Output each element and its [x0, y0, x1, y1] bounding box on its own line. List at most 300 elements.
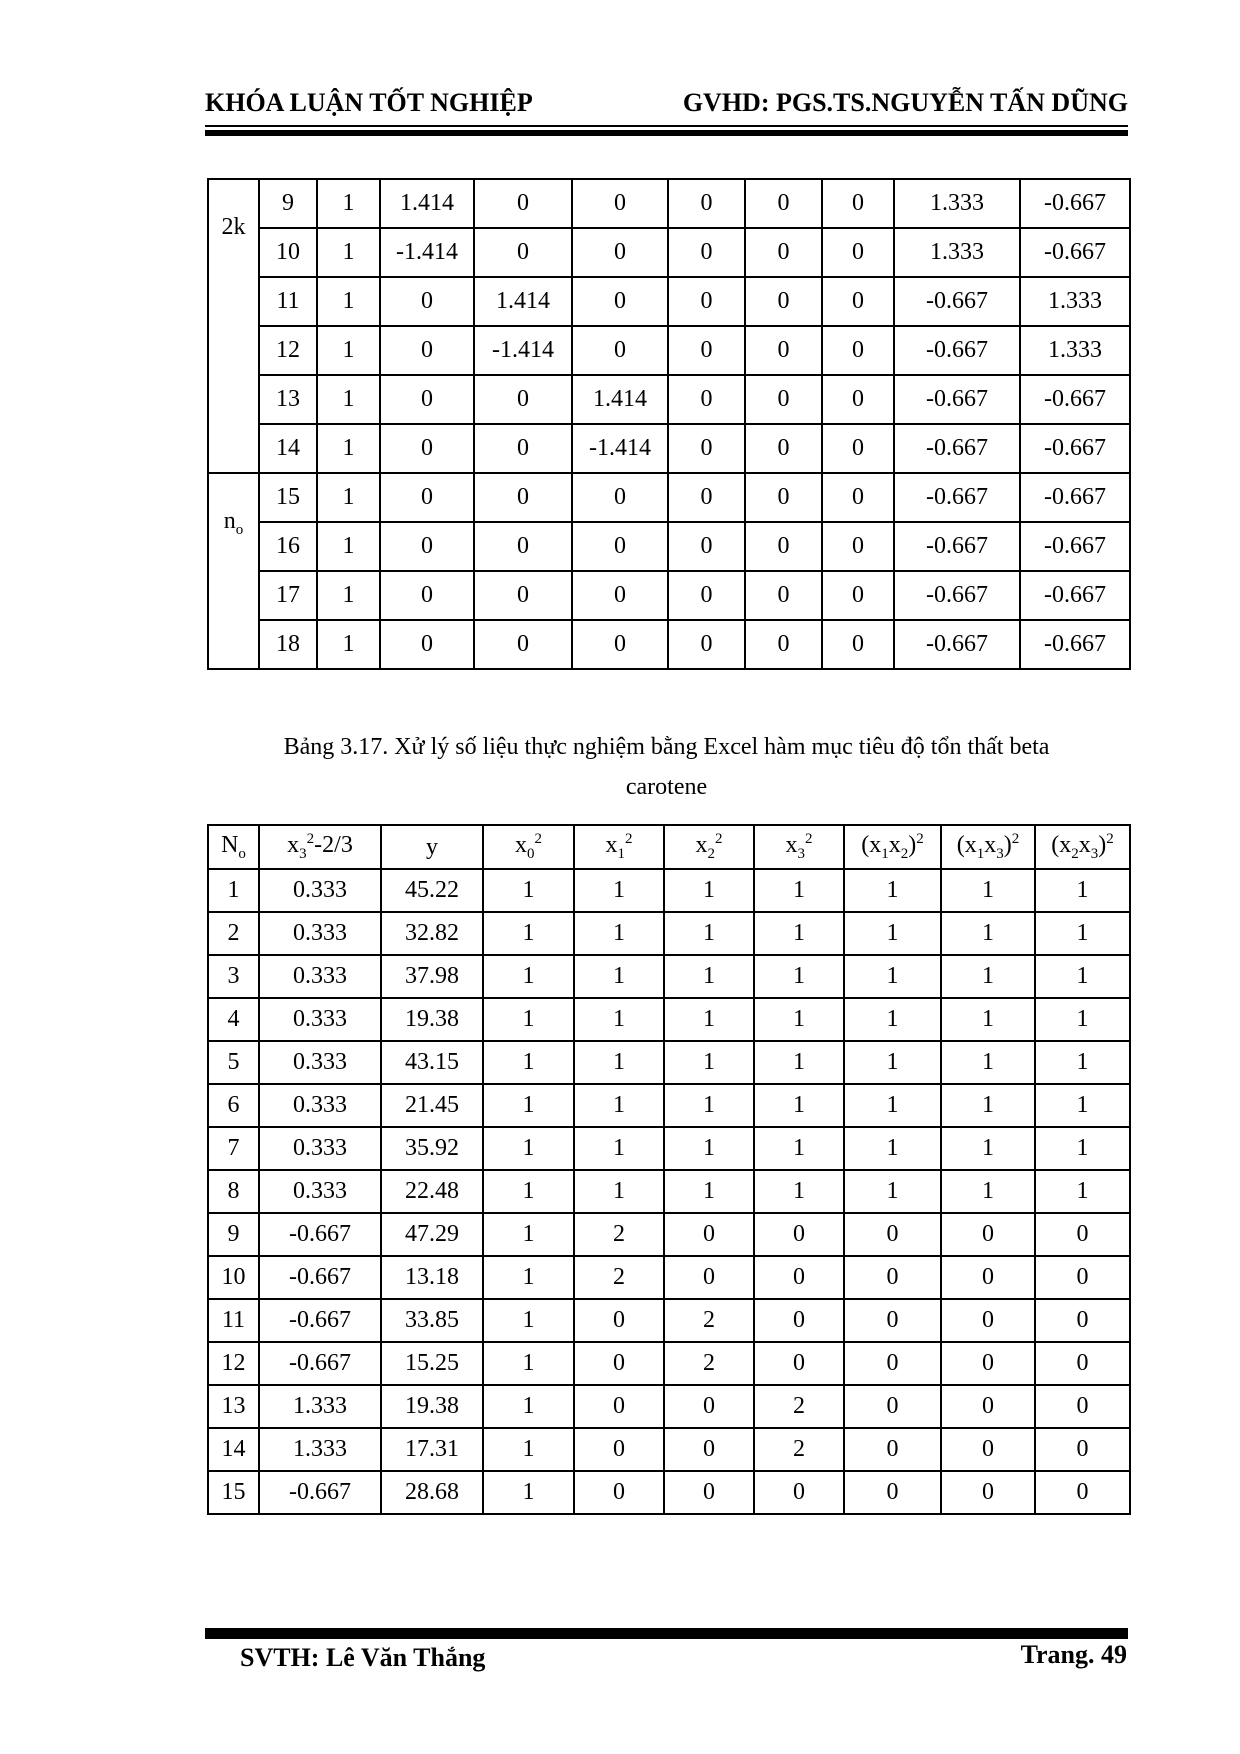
table-cell: 0 [745, 277, 822, 326]
table-cell: 0 [664, 1471, 754, 1514]
col-header-x3sq: $x_3^2$ [754, 825, 844, 869]
table-cell: 1 [941, 998, 1035, 1041]
table-cell: 0 [574, 1342, 664, 1385]
table-cell: 0 [1035, 1213, 1130, 1256]
table-cell: 32.82 [381, 912, 483, 955]
table-cell: 0 [572, 522, 668, 571]
table-cell: 1 [317, 375, 380, 424]
table-cell: 0 [1035, 1256, 1130, 1299]
table-cell: -0.667 [259, 1213, 381, 1256]
table-cell: -0.667 [259, 1471, 381, 1514]
table-cell: 1 [754, 869, 844, 912]
table-cell: 1 [574, 1084, 664, 1127]
table-cell: 0 [574, 1428, 664, 1471]
table-cell: -0.667 [894, 522, 1020, 571]
header-rule-thick [205, 130, 1128, 136]
table-cell: 22.48 [381, 1170, 483, 1213]
table-cell: 1 [1035, 1170, 1130, 1213]
table-cell: 10 [259, 228, 317, 277]
header-rule-thin [205, 125, 1128, 127]
table-cell: 1 [664, 1041, 754, 1084]
table-cell: 0 [572, 571, 668, 620]
table-cell: 0 [572, 228, 668, 277]
table-cell: 0 [668, 228, 745, 277]
table-row [208, 326, 1130, 375]
table-cell: 0 [822, 228, 894, 277]
table-cell: 0 [941, 1342, 1035, 1385]
table-cell: 0 [745, 326, 822, 375]
table-cell: -0.667 [1020, 571, 1130, 620]
table-cell: 1 [941, 912, 1035, 955]
group-label [208, 473, 259, 669]
table-cell: -0.667 [259, 1299, 381, 1342]
table-cell: 7 [208, 1127, 259, 1170]
table-cell: 0.333 [259, 1127, 381, 1170]
table-cell: 0 [754, 1213, 844, 1256]
table-cell: 0 [822, 277, 894, 326]
table-cell: 1 [483, 1213, 574, 1256]
table-cell: 11 [259, 277, 317, 326]
table-cell: 0 [668, 571, 745, 620]
table-cell: 0 [474, 473, 572, 522]
table-row [208, 912, 1130, 955]
table-cell: 0 [745, 375, 822, 424]
table-cell: 1 [574, 869, 664, 912]
table-cell: 0 [474, 571, 572, 620]
group-label [208, 179, 259, 473]
table-cell: 12 [259, 326, 317, 375]
table-cell: 0 [664, 1213, 754, 1256]
table-cell: 17.31 [381, 1428, 483, 1471]
table-cell: 2 [754, 1428, 844, 1471]
table-cell: 1 [1035, 912, 1130, 955]
table-cell: -0.667 [894, 326, 1020, 375]
table-cell: 21.45 [381, 1084, 483, 1127]
table-cell: 0 [1035, 1299, 1130, 1342]
table-cell: 8 [208, 1170, 259, 1213]
table-cell: 10 [208, 1256, 259, 1299]
table-caption [205, 727, 1128, 807]
table-row [208, 228, 1130, 277]
table-cell: -0.667 [1020, 179, 1130, 228]
table-cell: 1 [483, 912, 574, 955]
table-cell: 0.333 [259, 1041, 381, 1084]
caption-line-1: Bảng 3.17. Xử lý số liệu thực nghiệm bằng Excel hàm mục tiêu độ tổn thất beta [283, 734, 1050, 760]
table-cell: 1 [754, 1041, 844, 1084]
table-row [208, 869, 1130, 912]
table-cell: 1 [483, 1041, 574, 1084]
table-cell: 5 [208, 1041, 259, 1084]
table-cell: 0 [664, 1256, 754, 1299]
table-cell: 1 [483, 998, 574, 1041]
table-cell: 1.414 [380, 179, 474, 228]
footer-page-number: Trang. 49 [1020, 1640, 1127, 1669]
table-cell: 0 [822, 522, 894, 571]
table-cell: 0 [754, 1256, 844, 1299]
table-cell: 1 [754, 955, 844, 998]
table-cell: 0 [572, 326, 668, 375]
table-cell: 0 [474, 375, 572, 424]
table-cell: 0 [822, 326, 894, 375]
table-row [208, 1256, 1130, 1299]
table-cell: 33.85 [381, 1299, 483, 1342]
table-cell: 1 [844, 1170, 941, 1213]
table-cell: -1.414 [572, 424, 668, 473]
caption-line-2: carotene [625, 774, 708, 800]
table-cell: 1 [317, 228, 380, 277]
table-cell: 0 [1035, 1385, 1130, 1428]
excel-processing-table [207, 824, 1131, 1515]
table-cell: 1.333 [259, 1385, 381, 1428]
table-cell: 0 [572, 473, 668, 522]
table-cell: 1 [317, 277, 380, 326]
table-cell: 0 [572, 179, 668, 228]
table-cell: 1 [754, 1170, 844, 1213]
table-cell: 0 [754, 1342, 844, 1385]
table-cell: 1 [941, 955, 1035, 998]
table-row [208, 473, 1130, 522]
table-cell: 0 [574, 1299, 664, 1342]
table-cell: 0 [941, 1256, 1035, 1299]
table-cell: 13.18 [381, 1256, 483, 1299]
table-cell: 2 [574, 1213, 664, 1256]
table-cell: 15 [259, 473, 317, 522]
col-header-x2sq: $x_2^2$ [664, 825, 754, 869]
table-cell: 1 [754, 1084, 844, 1127]
table-cell: 0 [474, 179, 572, 228]
col-header-x3sq-minus: $x_3^2-2/3$ [259, 825, 381, 869]
table-cell: 1 [844, 1084, 941, 1127]
table-cell: 0 [1035, 1428, 1130, 1471]
table-cell: 1 [574, 1170, 664, 1213]
table-cell: 9 [259, 179, 317, 228]
table-cell: -0.667 [894, 375, 1020, 424]
table-cell: 0 [380, 620, 474, 669]
table-cell: 0 [745, 424, 822, 473]
table-row [208, 1084, 1130, 1127]
table-row [208, 1127, 1130, 1170]
footer-student: SVTH: Lê Văn Thắng [240, 1643, 486, 1672]
table-cell: 0 [822, 620, 894, 669]
table-cell: 0 [941, 1428, 1035, 1471]
table-cell: 1 [208, 869, 259, 912]
table-cell: 0 [380, 375, 474, 424]
table-cell: 1 [1035, 998, 1130, 1041]
table-cell: 0 [380, 424, 474, 473]
table-cell: 1 [844, 1127, 941, 1170]
col-header-x2x3sq: $(x_2x_3)^2$ [1035, 825, 1130, 869]
table-cell: 0 [572, 277, 668, 326]
table-cell: 0 [745, 179, 822, 228]
table-cell: 0 [822, 375, 894, 424]
table-cell: 1 [941, 1170, 1035, 1213]
table-cell: 43.15 [381, 1041, 483, 1084]
table-cell: 3 [208, 955, 259, 998]
table-cell: 1 [844, 998, 941, 1041]
table-cell: 1 [664, 912, 754, 955]
table-cell: 0 [572, 620, 668, 669]
table-row [208, 571, 1130, 620]
table-cell: 19.38 [381, 1385, 483, 1428]
table-cell: 1 [754, 912, 844, 955]
table-cell: 0 [668, 326, 745, 375]
table-cell: 1 [483, 1471, 574, 1514]
table-cell: 0 [754, 1299, 844, 1342]
table-cell: 1 [1035, 1084, 1130, 1127]
table-cell: 1 [844, 1041, 941, 1084]
table-cell: 14 [208, 1428, 259, 1471]
table-cell: 0 [941, 1471, 1035, 1514]
table-cell: 0 [664, 1428, 754, 1471]
table-cell: 0 [844, 1213, 941, 1256]
table-row [208, 1385, 1130, 1428]
table-cell: 0 [664, 1385, 754, 1428]
table-cell: 0.333 [259, 1084, 381, 1127]
table-cell: 1 [317, 522, 380, 571]
table-cell: 1 [574, 1041, 664, 1084]
table-cell: 0 [822, 424, 894, 473]
table-cell: 0 [844, 1385, 941, 1428]
col-header-no: $N_o$ [208, 825, 259, 869]
table-cell: 0 [668, 424, 745, 473]
table-cell: 0 [1035, 1342, 1130, 1385]
table-cell: 1 [664, 998, 754, 1041]
table-cell: -0.667 [1020, 522, 1130, 571]
table-cell: 17 [259, 571, 317, 620]
table-cell: 1 [941, 1084, 1035, 1127]
table-cell: 1 [317, 620, 380, 669]
col-header-x0sq: $x_0^2$ [483, 825, 574, 869]
table-cell: 0 [474, 620, 572, 669]
table-row [208, 1170, 1130, 1213]
table-cell: 37.98 [381, 955, 483, 998]
table-cell: 0.333 [259, 912, 381, 955]
table-row [208, 424, 1130, 473]
table-cell: 1 [664, 1127, 754, 1170]
table-cell: 0 [1035, 1471, 1130, 1514]
table-cell: 1.333 [1020, 326, 1130, 375]
col-header-x1sq: $x_1^2$ [574, 825, 664, 869]
group-label-sub: o [235, 521, 244, 538]
table-cell: 15 [208, 1471, 259, 1514]
table-cell: 1.333 [894, 179, 1020, 228]
table-cell: 0 [822, 179, 894, 228]
table-cell: 0 [844, 1428, 941, 1471]
table-cell: 1 [317, 326, 380, 375]
table-cell: 0 [941, 1213, 1035, 1256]
table-cell: 1 [754, 998, 844, 1041]
table-row [208, 620, 1130, 669]
table-row [208, 1213, 1130, 1256]
table-cell: 1 [941, 869, 1035, 912]
table-cell: 2 [574, 1256, 664, 1299]
table-row [208, 1342, 1130, 1385]
table-cell: -0.667 [1020, 473, 1130, 522]
table-cell: 19.38 [381, 998, 483, 1041]
table-cell: 1 [317, 571, 380, 620]
table-cell: 4 [208, 998, 259, 1041]
table-cell: 1 [941, 1041, 1035, 1084]
table-cell: 13 [259, 375, 317, 424]
table-cell: 0 [668, 179, 745, 228]
table-cell: 1 [844, 955, 941, 998]
table-cell: -0.667 [894, 277, 1020, 326]
table-cell: 1.414 [474, 277, 572, 326]
table-cell: 0 [822, 473, 894, 522]
table-cell: 0.333 [259, 1170, 381, 1213]
table-cell: 1 [483, 869, 574, 912]
table-cell: 1.333 [259, 1428, 381, 1471]
table-row [208, 179, 1130, 228]
table-cell: 35.92 [381, 1127, 483, 1170]
table-cell: 1 [317, 473, 380, 522]
table-cell: 0 [380, 277, 474, 326]
table-cell: 1 [941, 1127, 1035, 1170]
table-cell: 0 [745, 522, 822, 571]
table-cell: 0 [474, 522, 572, 571]
table-cell: 0 [380, 326, 474, 375]
table-cell: 14 [259, 424, 317, 473]
table-cell: -0.667 [1020, 620, 1130, 669]
group-label-text: n [223, 508, 236, 534]
table-cell: 1 [754, 1127, 844, 1170]
table-cell: 1.414 [572, 375, 668, 424]
table-cell: -0.667 [259, 1256, 381, 1299]
table-cell: 1 [317, 424, 380, 473]
table-cell: 0 [474, 424, 572, 473]
table-row [208, 375, 1130, 424]
table-cell: -0.667 [894, 620, 1020, 669]
table-cell: 13 [208, 1385, 259, 1428]
table-cell: 1 [664, 869, 754, 912]
table-cell: 45.22 [381, 869, 483, 912]
table-cell: 1 [574, 1127, 664, 1170]
table-cell: -0.667 [1020, 424, 1130, 473]
table-cell: 0 [668, 620, 745, 669]
table-cell: 0 [745, 571, 822, 620]
table-cell: 1.333 [894, 228, 1020, 277]
table-cell: -0.667 [1020, 375, 1130, 424]
table-cell: 0 [844, 1256, 941, 1299]
table-cell: 0 [745, 473, 822, 522]
table-cell: 1 [844, 912, 941, 955]
table-cell: 0 [754, 1471, 844, 1514]
table-cell: 1 [664, 1084, 754, 1127]
header-advisor: GVHD: PGS.TS.NGUYỄN TẤN DŨNG [682, 88, 1128, 117]
table-cell: 0 [380, 522, 474, 571]
table-cell: 1 [844, 869, 941, 912]
design-matrix-table [207, 178, 1131, 670]
table-cell: 16 [259, 522, 317, 571]
table-cell: 28.68 [381, 1471, 483, 1514]
table-cell: 2 [664, 1342, 754, 1385]
table-cell: 0 [941, 1299, 1035, 1342]
table-cell: -1.414 [380, 228, 474, 277]
page-header [205, 88, 1128, 124]
table-row [208, 1428, 1130, 1471]
table-cell: 1 [574, 912, 664, 955]
table-cell: 2 [754, 1385, 844, 1428]
table-row [208, 998, 1130, 1041]
table-cell: 0 [668, 375, 745, 424]
table-cell: -0.667 [259, 1342, 381, 1385]
table-cell: 0 [745, 620, 822, 669]
header-thesis-title: KHÓA LUẬN TỐT NGHIỆP [205, 88, 533, 117]
table-cell: 1 [1035, 869, 1130, 912]
col-header-y: y [381, 825, 483, 869]
table-cell: 2 [208, 912, 259, 955]
table-cell: 1 [574, 955, 664, 998]
table-cell: 11 [208, 1299, 259, 1342]
table-cell: 1 [483, 1127, 574, 1170]
table-cell: 1 [1035, 955, 1130, 998]
table-cell: 6 [208, 1084, 259, 1127]
table-cell: 0 [380, 473, 474, 522]
table-cell: 0 [745, 228, 822, 277]
table-cell: 0 [380, 571, 474, 620]
table-cell: 12 [208, 1342, 259, 1385]
table-cell: 1 [483, 1385, 574, 1428]
table-cell: 9 [208, 1213, 259, 1256]
table-cell: -1.414 [474, 326, 572, 375]
table-cell: 2 [664, 1299, 754, 1342]
table-cell: 1 [664, 1170, 754, 1213]
table-cell: 0 [668, 473, 745, 522]
table-cell: 15.25 [381, 1342, 483, 1385]
table-cell: 0 [844, 1471, 941, 1514]
table-cell: 0 [822, 571, 894, 620]
table-cell: 1 [483, 1428, 574, 1471]
table-row [208, 1041, 1130, 1084]
table-cell: -0.667 [894, 571, 1020, 620]
table-cell: 0 [844, 1299, 941, 1342]
table-cell: 1 [483, 1170, 574, 1213]
table-cell: 1 [483, 1299, 574, 1342]
table-cell: -0.667 [894, 424, 1020, 473]
table-cell: -0.667 [1020, 228, 1130, 277]
table-row [208, 522, 1130, 571]
table-row [208, 277, 1130, 326]
table-cell: 0 [668, 522, 745, 571]
table-header-row [208, 825, 1130, 869]
col-header-x1x3sq: $(x_1x_3)^2$ [941, 825, 1035, 869]
footer-rule [205, 1628, 1128, 1639]
table-cell: 1 [664, 955, 754, 998]
table-cell: 0 [574, 1471, 664, 1514]
table-cell: 1 [1035, 1127, 1130, 1170]
table-cell: 1.333 [1020, 277, 1130, 326]
table-cell: 1 [483, 1342, 574, 1385]
table-cell: 0.333 [259, 869, 381, 912]
table-cell: 1 [1035, 1041, 1130, 1084]
table-cell: 0.333 [259, 955, 381, 998]
table-cell: 1 [317, 179, 380, 228]
table-row [208, 1471, 1130, 1514]
table-cell: 0 [574, 1385, 664, 1428]
table-cell: 0 [941, 1385, 1035, 1428]
table-cell: 1 [483, 955, 574, 998]
table-row [208, 1299, 1130, 1342]
table-cell: 1 [483, 1256, 574, 1299]
table-row [208, 955, 1130, 998]
group-label-text: 2k [221, 214, 246, 240]
table-cell: 1 [574, 998, 664, 1041]
table-cell: 0 [844, 1342, 941, 1385]
table-cell: 0 [668, 277, 745, 326]
table-cell: 0.333 [259, 998, 381, 1041]
table-cell: 18 [259, 620, 317, 669]
table-cell: 1 [483, 1084, 574, 1127]
